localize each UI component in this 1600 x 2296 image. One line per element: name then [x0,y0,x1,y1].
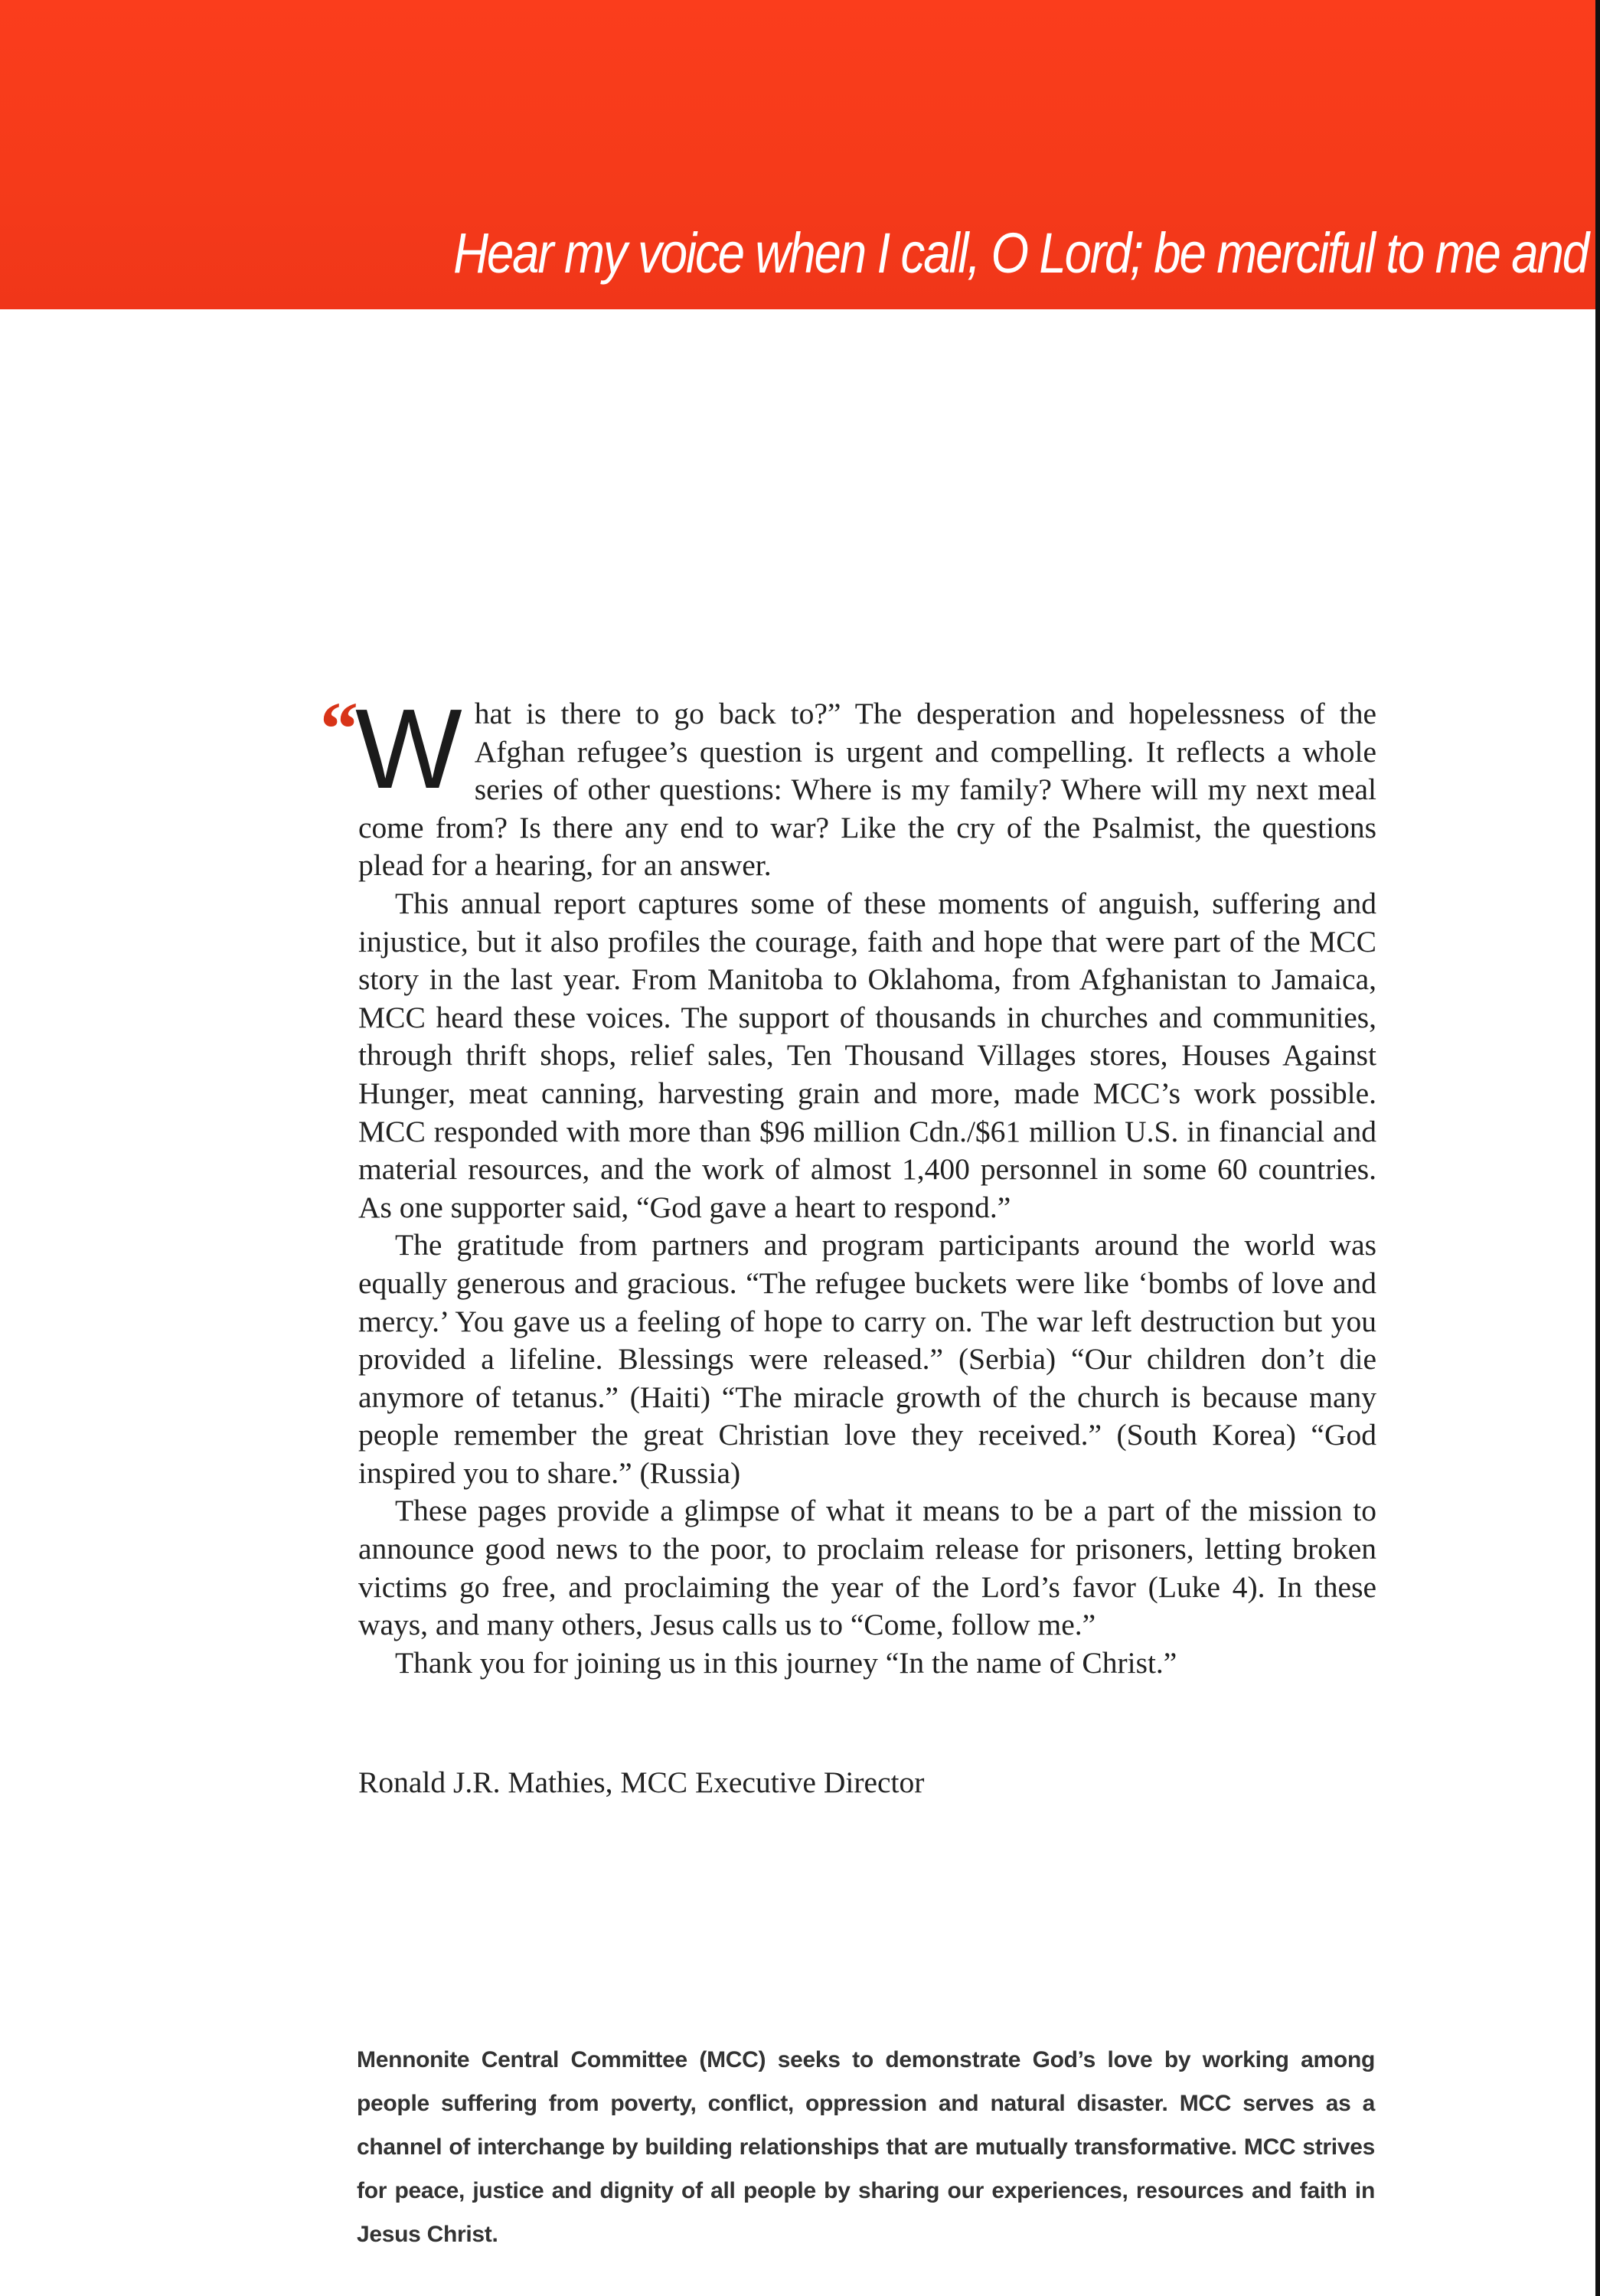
page-edge [1595,0,1600,2296]
paragraph-1 [355,686,1376,885]
banner-scripture: Hear my voice when I call, O Lord; be merciful to me and [453,221,1588,285]
letter-body [320,686,1376,1682]
mission-statement: Mennonite Central Committee (MCC) seeks to demonstrate God’s love by working among people suffering from poverty, conflict, oppression and natural disaster. MCC serves as a channel of interchange by building relationships that are mutually transformative. MCC strives for peace, justice and dignity of all people by sharing our experiences, resources and faith in Jesus Christ. [357,2047,1375,2247]
header-banner [0,0,1595,309]
paragraph-4: These pages provide a glimpse of what it means to be a part of the mission to announce good news to the poor, to proclaim release for prisoners, letting broken victims go free, and proclaiming the year of the Lord’s favor (Luke 4). In these ways, and many others, Jesus calls us to “Come, follow me.” [358,1494,1376,1642]
paragraph-1-text: hat is there to go back to?” The desperation and hopelessness of the Afghan refugee’s question is urgent and compelling. It reflects a whole series of other questions: Where is my family? Where will my next meal come from? Is there any end to war? Like the cry of the Psalmist, the questions plead for a hearing, for an answer. [358,697,1376,883]
paragraph-3: The gratitude from partners and program participants around the world was equally generous and gracious. “The refugee buckets were like ‘bombs of love and mercy.’ You gave us a feeling of hope to carry on. The war left destruction but you provided a lifeline. Blessings were released.” (Serbia) “Our children don’t die anymore of tetanus.” (Haiti) “The miracle growth of the church is because many people remember the great Christian love they received.” (South Korea) “God inspired you to share.” (Russia) [358,1228,1376,1490]
signature: Ronald J.R. Mathies, MCC Executive Director [358,1765,925,1799]
paragraph-2: This annual report captures some of these moments of anguish, suffering and injustice, but it also profiles the courage, faith and hope that were part of the MCC story in the last year. From Manitoba to Oklahoma, from Afghanistan to Jamaica, MCC heard these voices. The support of thousands in churches and communities, through thrift shops, relief sales, Ten Thousand Villages stores, Houses Against Hunger, meat canning, harvesting grain and more, made MCC’s work possible. MCC responded with more than $96 million Cdn./$61 million U.S. in financial and material resources, and the work of almost 1,400 personnel in some 60 countries. As one supporter said, “God gave a heart to respond.” [358,886,1376,1224]
drop-cap: W [355,686,462,812]
paragraph-5: Thank you for joining us in this journey “In the name of Christ.” [395,1645,1177,1680]
opening-quote-mark: “ [320,686,358,771]
